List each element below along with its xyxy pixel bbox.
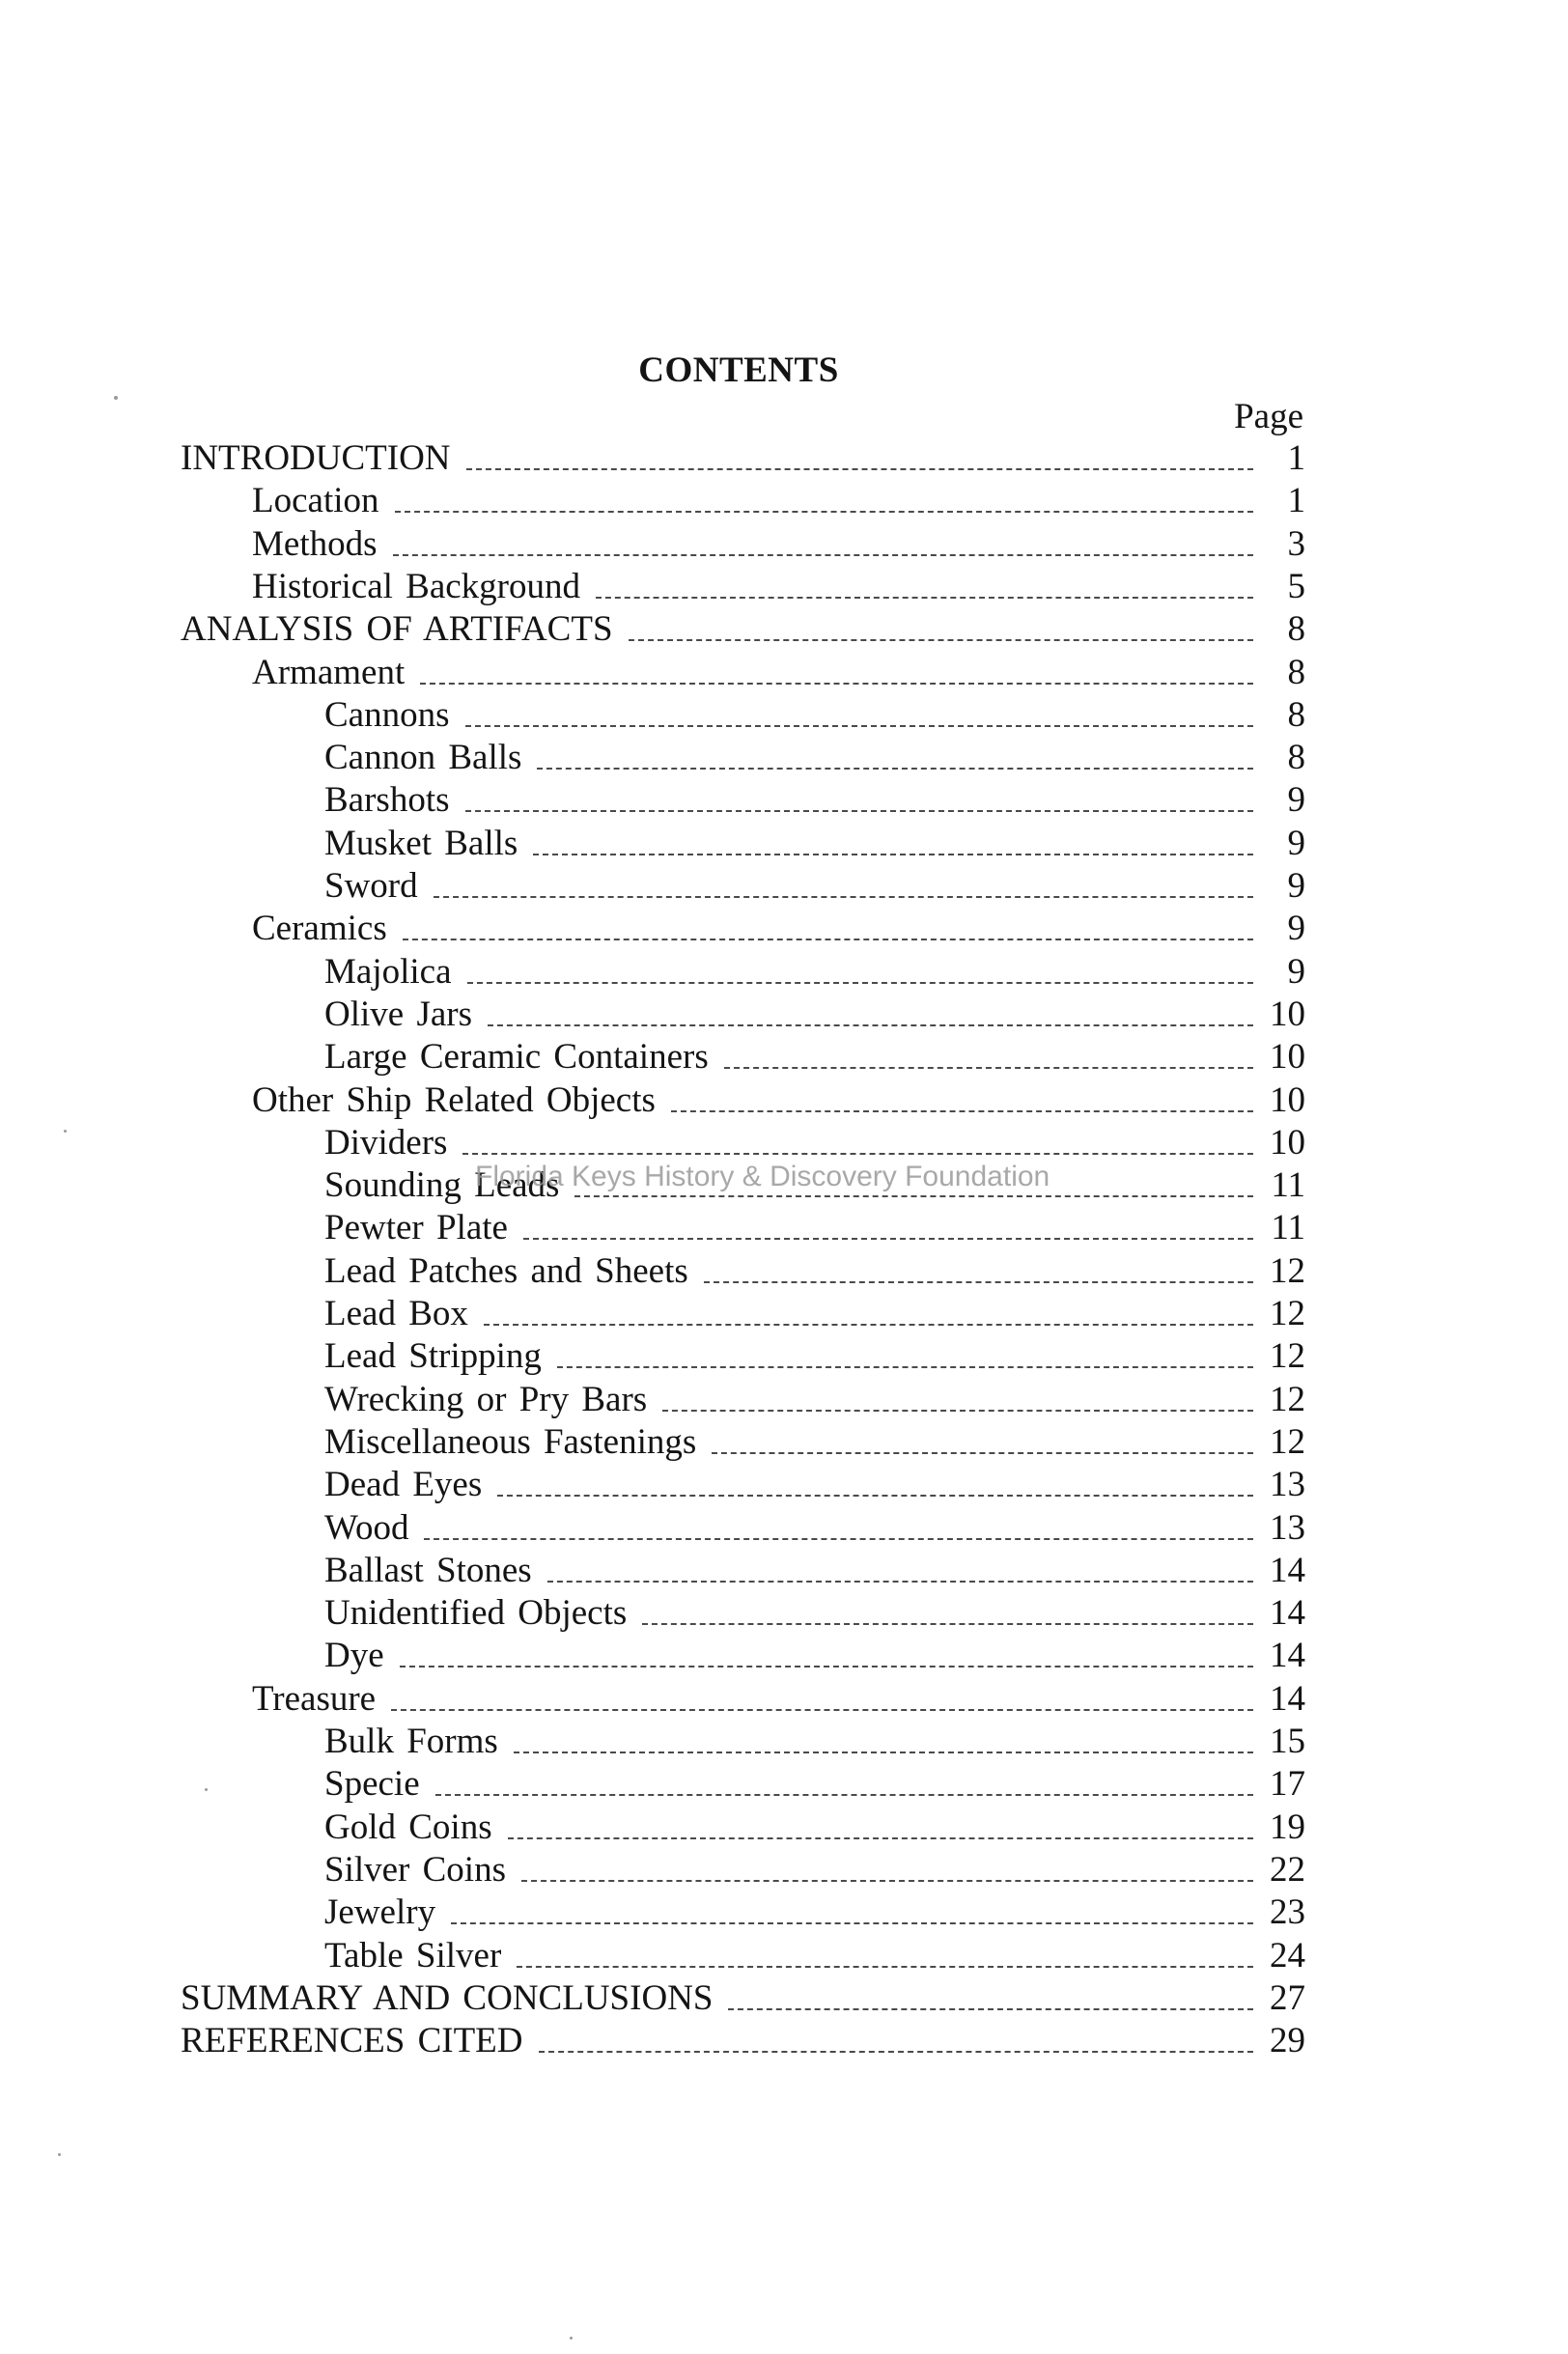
toc-entry (0, 1550, 1568, 1592)
toc-entry (0, 1721, 1568, 1763)
toc-entry-label: Gold Coins (324, 1808, 492, 1847)
toc-entry-page-number: 17 (1270, 1764, 1305, 1804)
toc-entry-label: Treasure (252, 1679, 377, 1719)
toc-entry-label: Wrecking or Pry Bars (324, 1380, 648, 1419)
toc-entry-page-number: 8 (1287, 609, 1305, 649)
toc-entry-label: Musket Balls (324, 824, 518, 863)
dot-leader (514, 1751, 1253, 1753)
dot-leader (466, 468, 1253, 470)
dot-leader (547, 1581, 1253, 1583)
page-column-label: Page (1234, 397, 1303, 436)
toc-entry-page-number: 22 (1270, 1850, 1305, 1890)
toc-entry-page-number: 12 (1270, 1294, 1305, 1333)
scan-speck (114, 396, 118, 400)
toc-entry (0, 1507, 1568, 1550)
toc-entry-label: Ballast Stones (324, 1551, 532, 1590)
dot-leader (521, 1880, 1253, 1882)
toc-entry (0, 1379, 1568, 1421)
toc-entry-page-number: 19 (1270, 1808, 1305, 1847)
dot-leader (574, 1195, 1253, 1197)
toc-entry (0, 1977, 1568, 2020)
toc-entry (0, 1122, 1568, 1164)
toc-entry-label: Ceramics (252, 909, 387, 948)
toc-entry-page-number: 9 (1287, 866, 1305, 906)
toc-entry-label: INTRODUCTION (181, 438, 451, 478)
toc-entry-label: Lead Box (324, 1294, 468, 1333)
toc-entry-page-number: 14 (1270, 1679, 1305, 1719)
toc-entry-label: Lead Patches and Sheets (324, 1251, 688, 1291)
toc-entry-label: Cannon Balls (324, 738, 522, 777)
dot-leader (462, 1153, 1253, 1155)
dot-leader (533, 854, 1253, 855)
toc-entry-label: Pewter Plate (324, 1208, 508, 1247)
toc-entry (0, 437, 1568, 480)
toc-entry-page-number: 12 (1270, 1336, 1305, 1376)
toc-entry (0, 1079, 1568, 1122)
toc-entry-label: Large Ceramic Containers (324, 1037, 709, 1077)
toc-entry-page-number: 3 (1287, 524, 1305, 564)
dot-leader (484, 1324, 1253, 1326)
toc-entry-page-number: 13 (1270, 1508, 1305, 1548)
dot-leader (434, 896, 1253, 898)
toc-entry-page-number: 9 (1287, 824, 1305, 863)
toc-entry (0, 1935, 1568, 1977)
dot-leader (539, 2051, 1253, 2053)
toc-entry-label: Barshots (324, 780, 450, 820)
toc-entry (0, 1293, 1568, 1335)
dot-leader (393, 554, 1253, 556)
toc-entry (0, 566, 1568, 608)
toc-entry (0, 480, 1568, 522)
toc-entry (0, 1464, 1568, 1506)
dot-leader (424, 1538, 1253, 1540)
toc-entry-label: Other Ship Related Objects (252, 1080, 656, 1120)
dot-leader (465, 810, 1253, 812)
toc-entry-page-number: 12 (1270, 1251, 1305, 1291)
dot-leader (420, 683, 1253, 685)
dot-leader (488, 1024, 1253, 1026)
toc-entry-page-number: 12 (1270, 1380, 1305, 1419)
toc-entry-page-number: 14 (1270, 1593, 1305, 1633)
toc-entry-page-number: 9 (1287, 780, 1305, 820)
toc-entry-page-number: 8 (1287, 738, 1305, 777)
toc-entry-label: Dye (324, 1636, 384, 1675)
toc-entry (0, 652, 1568, 694)
toc-entry-label: Location (252, 481, 379, 520)
toc-entry-page-number: 11 (1271, 1208, 1305, 1247)
toc-entry-page-number: 8 (1287, 695, 1305, 735)
toc-entry (0, 908, 1568, 950)
toc-entry-label: Lead Stripping (324, 1336, 542, 1376)
toc-entry-page-number: 10 (1270, 1080, 1305, 1120)
toc-entry-page-number: 15 (1270, 1722, 1305, 1761)
toc-entry-page-number: 9 (1287, 909, 1305, 948)
toc-entry-page-number: 5 (1287, 567, 1305, 606)
toc-entry-page-number: 1 (1287, 438, 1305, 478)
toc-entry (0, 1635, 1568, 1677)
toc-entry-label: Specie (324, 1764, 420, 1804)
dot-leader (403, 939, 1253, 940)
dot-leader (596, 597, 1253, 599)
toc-entry (0, 994, 1568, 1036)
scan-speck (58, 2153, 61, 2156)
toc-entry-label: Miscellaneous Fastenings (324, 1422, 697, 1462)
toc-entry-label: Cannons (324, 695, 450, 735)
dot-leader (557, 1366, 1253, 1368)
dot-leader (671, 1110, 1253, 1112)
toc-entry-page-number: 1 (1287, 481, 1305, 520)
dot-leader (508, 1837, 1253, 1839)
toc-entry-page-number: 10 (1270, 1123, 1305, 1163)
toc-entry (0, 1892, 1568, 1934)
dot-leader (704, 1281, 1253, 1283)
toc-entry (0, 1250, 1568, 1293)
toc-entry-label: Historical Background (252, 567, 580, 606)
toc-entry-label: Dead Eyes (324, 1465, 483, 1504)
toc-entry-page-number: 8 (1287, 653, 1305, 692)
dot-leader (391, 1709, 1253, 1711)
toc-entry (0, 694, 1568, 737)
toc-entry (0, 1335, 1568, 1378)
table-of-contents (0, 437, 1568, 2079)
dot-leader (662, 1410, 1253, 1412)
toc-entry-page-number: 23 (1270, 1892, 1305, 1932)
toc-entry (0, 779, 1568, 822)
toc-entry-page-number: 9 (1287, 952, 1305, 992)
dot-leader (523, 1238, 1253, 1240)
toc-entry (0, 523, 1568, 566)
toc-entry-label: Methods (252, 524, 378, 564)
toc-entry-label: Wood (324, 1508, 409, 1548)
dot-leader (642, 1623, 1253, 1625)
toc-entry-label: Dividers (324, 1123, 448, 1163)
toc-entry-label: Sword (324, 866, 418, 906)
toc-entry-label: Sounding Leads (324, 1165, 560, 1205)
dot-leader (728, 2008, 1253, 2010)
toc-entry (0, 823, 1568, 865)
toc-entry-label: Bulk Forms (324, 1722, 498, 1761)
toc-entry-page-number: 10 (1270, 995, 1305, 1034)
toc-entry (0, 1421, 1568, 1464)
dot-leader (465, 725, 1253, 727)
toc-entry (0, 1849, 1568, 1892)
dot-leader (517, 1966, 1253, 1968)
toc-entry-label: ANALYSIS OF ARTIFACTS (181, 609, 613, 649)
page-title: CONTENTS (638, 350, 839, 390)
dot-leader (395, 511, 1253, 513)
toc-entry-page-number: 10 (1270, 1037, 1305, 1077)
toc-entry-page-number: 29 (1270, 2021, 1305, 2060)
dot-leader (629, 639, 1253, 641)
scan-speck (64, 1130, 67, 1133)
dot-leader (435, 1794, 1253, 1796)
toc-entry (0, 1592, 1568, 1635)
scan-speck (570, 2337, 573, 2340)
toc-entry (0, 1763, 1568, 1806)
toc-entry-page-number: 27 (1270, 1978, 1305, 2018)
toc-entry (0, 608, 1568, 651)
dot-leader (712, 1452, 1253, 1454)
toc-entry-page-number: 13 (1270, 1465, 1305, 1504)
toc-entry-label: Armament (252, 653, 406, 692)
dot-leader (400, 1666, 1253, 1667)
dot-leader (724, 1067, 1253, 1069)
watermark-text: Florida Keys History & Discovery Foundation (475, 1161, 1050, 1192)
toc-entry (0, 1807, 1568, 1849)
toc-entry (0, 951, 1568, 994)
toc-entry-page-number: 24 (1270, 1936, 1305, 1976)
toc-entry-page-number: 14 (1270, 1636, 1305, 1675)
dot-leader (467, 982, 1253, 984)
toc-entry-label: Olive Jars (324, 995, 472, 1034)
dot-leader (497, 1495, 1253, 1497)
toc-entry-label: Table Silver (324, 1936, 502, 1976)
toc-entry-label: Silver Coins (324, 1850, 506, 1890)
toc-entry (0, 737, 1568, 779)
toc-entry-label: REFERENCES CITED (181, 2021, 523, 2060)
toc-entry (0, 1678, 1568, 1721)
toc-entry-label: SUMMARY AND CONCLUSIONS (181, 1978, 714, 2018)
toc-entry-page-number: 14 (1270, 1551, 1305, 1590)
toc-entry-page-number: 12 (1270, 1422, 1305, 1462)
toc-entry-page-number: 11 (1271, 1165, 1305, 1205)
toc-entry (0, 1036, 1568, 1079)
toc-entry (0, 865, 1568, 908)
toc-entry (0, 1207, 1568, 1249)
toc-entry-label: Jewelry (324, 1892, 436, 1932)
dot-leader (537, 768, 1253, 770)
toc-entry-label: Majolica (324, 952, 452, 992)
scan-speck (205, 1788, 208, 1791)
dot-leader (451, 1922, 1253, 1924)
toc-entry (0, 2020, 1568, 2062)
toc-entry-label: Unidentified Objects (324, 1593, 628, 1633)
